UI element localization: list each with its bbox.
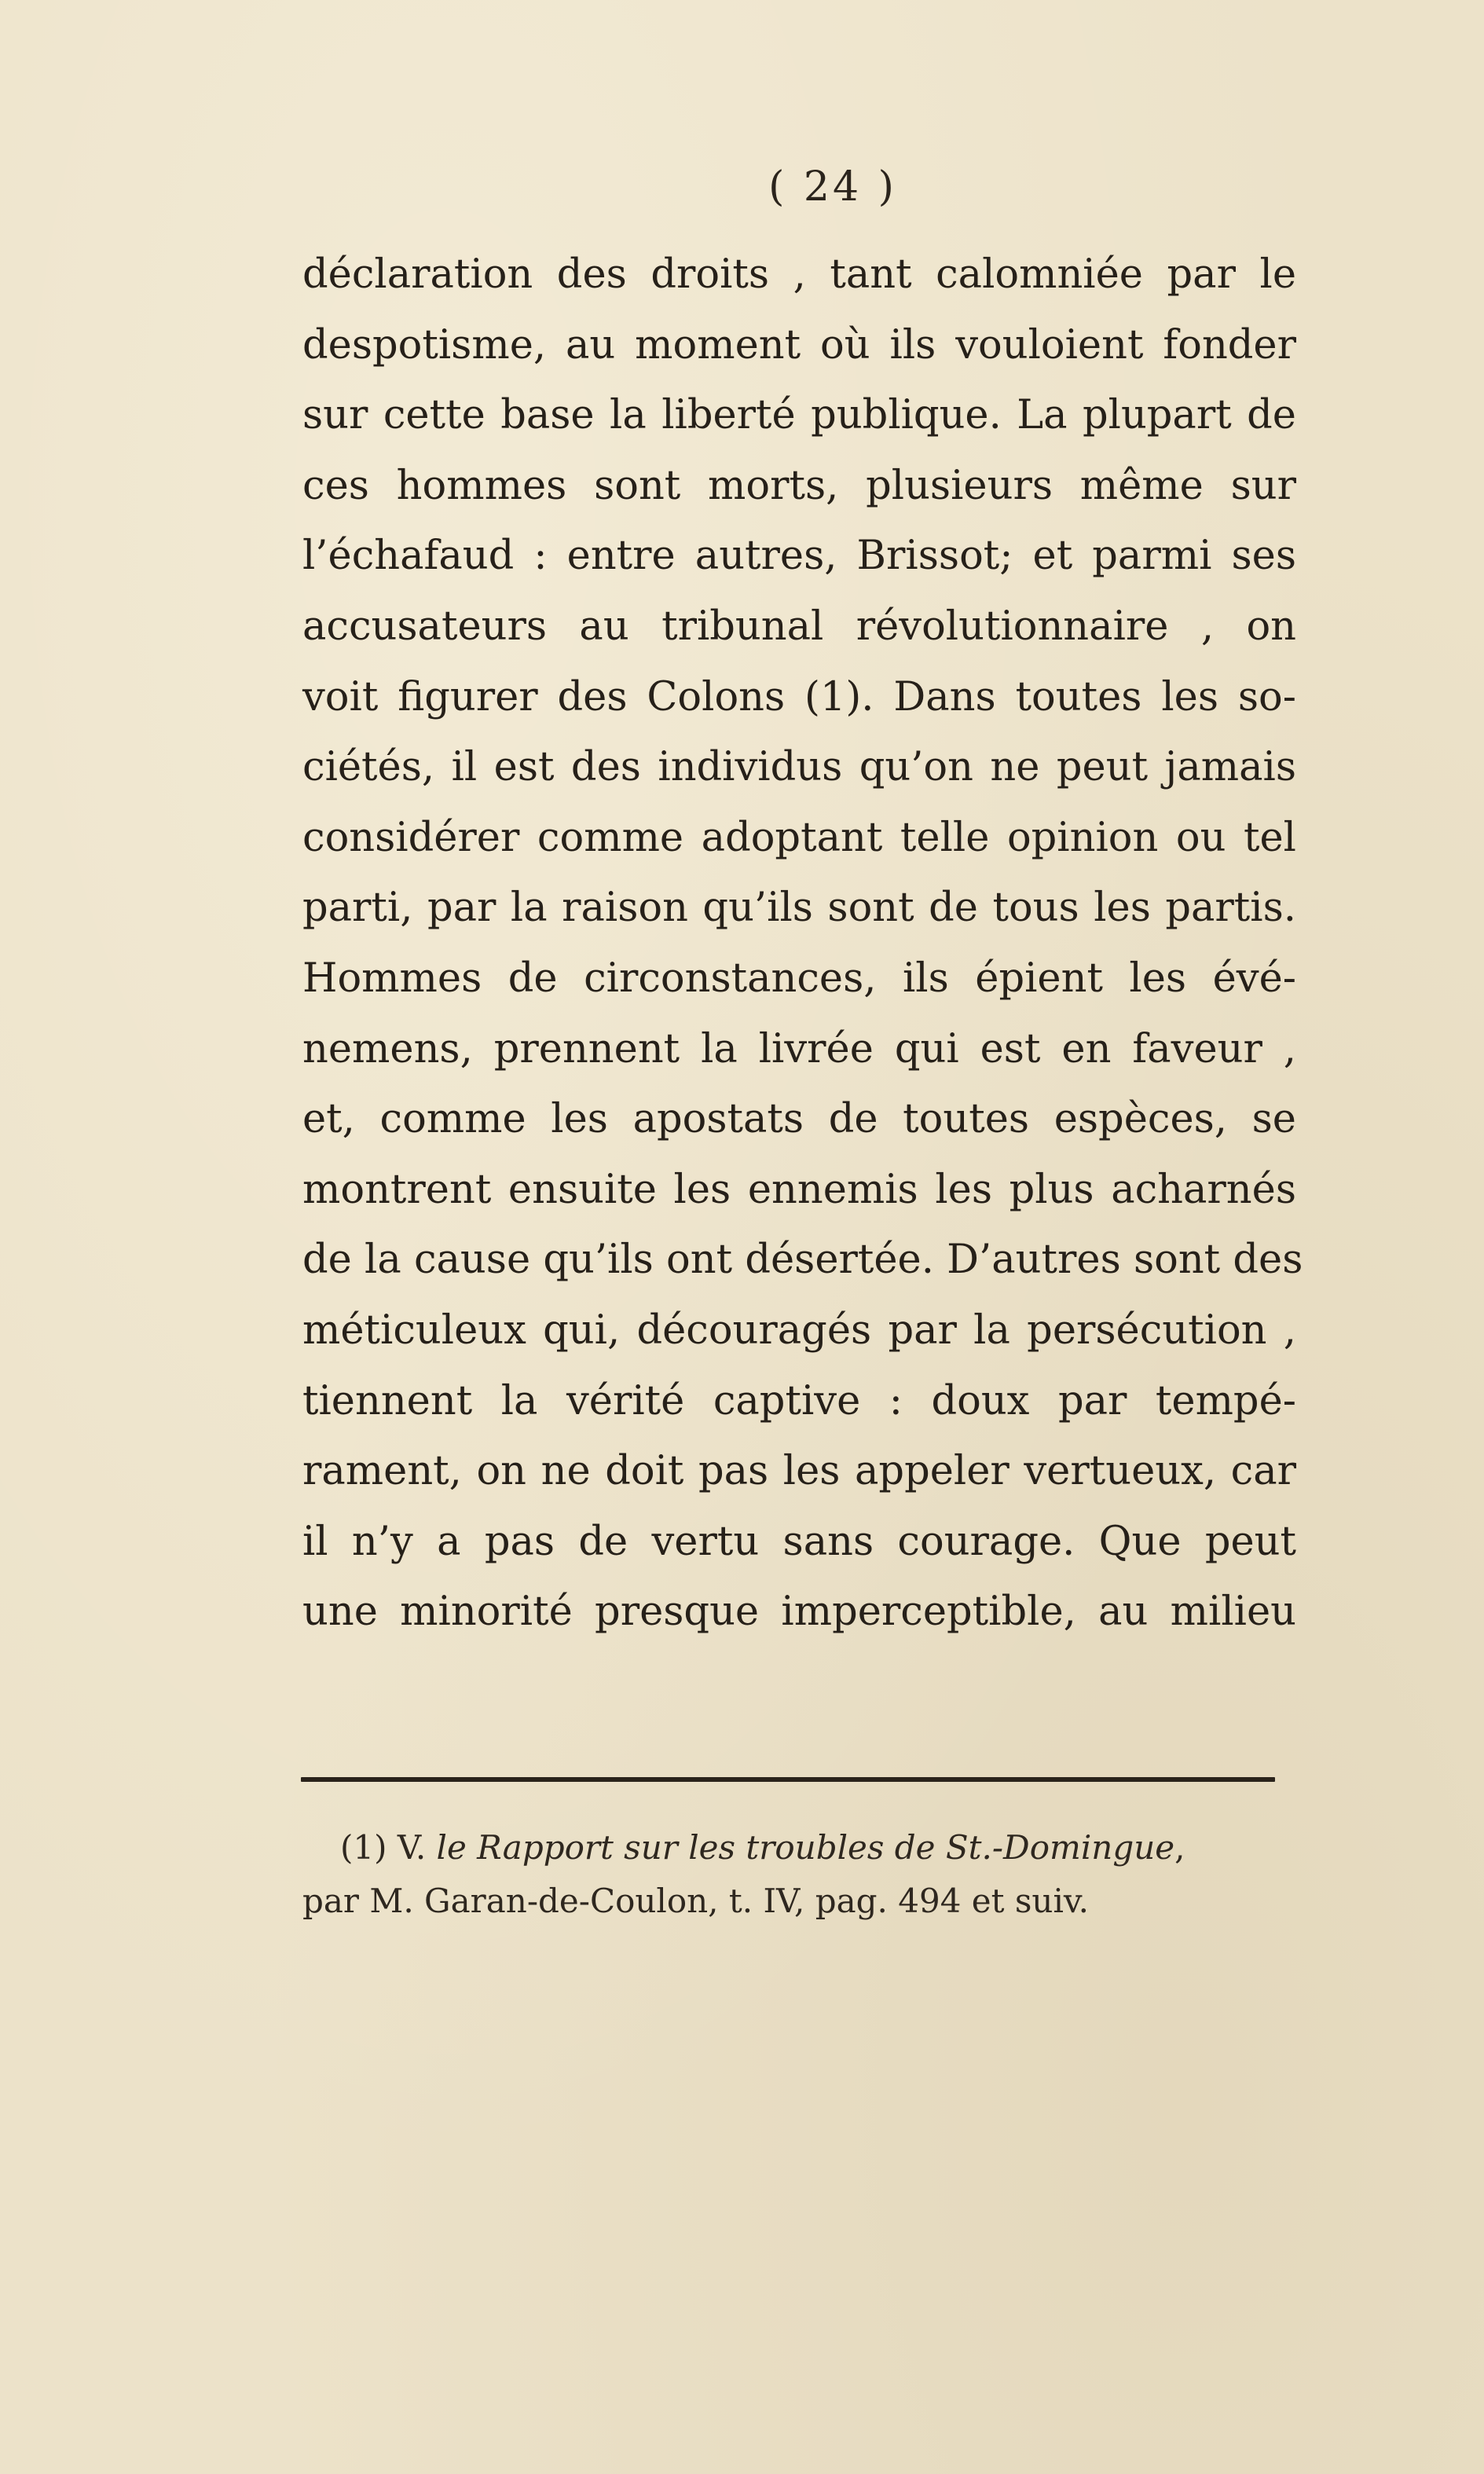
text-line: déclaration des droits , tant calomniée par le bbox=[302, 251, 1296, 298]
footnote-line-2: par M. Garan-de-Coulon, t. IV, pag. 494 et suiv. bbox=[302, 1882, 1089, 1920]
text-line: tiennent la vérité captive : doux par tempé- bbox=[302, 1377, 1296, 1424]
text-line: despotisme, au moment où ils vouloient fonder bbox=[302, 321, 1296, 368]
footnote-marker: (1) V. bbox=[340, 1828, 427, 1867]
text-line: rament, on ne doit pas les appeler vertueux, car bbox=[302, 1448, 1296, 1495]
text-line: il n’y a pas de vertu sans courage. Que peut bbox=[302, 1518, 1296, 1565]
text-line: et, comme les apostats de toutes espèces, se bbox=[302, 1096, 1296, 1143]
text-line: parti, par la raison qu’ils sont de tous les partis. bbox=[302, 885, 1296, 932]
text-line: de la cause qu’ils ont désertée. D’autres sont des bbox=[302, 1237, 1303, 1284]
body-text bbox=[302, 240, 1303, 1648]
text-line: considérer comme adoptant telle opinion ou tel bbox=[302, 814, 1296, 861]
text-line: sur cette base la liberté publique. La plupart de bbox=[302, 392, 1296, 439]
footnote-rule bbox=[301, 1777, 1275, 1782]
text-line: ciétés, il est des individus qu’on ne peut jamais bbox=[302, 744, 1296, 791]
footnote-title: le Rapport sur les troubles de St.-Domingue bbox=[436, 1828, 1175, 1867]
text-line: une minorité presque imperceptible, au milieu bbox=[302, 1589, 1296, 1636]
text-line: voit figurer des Colons (1). Dans toutes les so- bbox=[302, 673, 1296, 720]
text-line: Hommes de circonstances, ils épient les évé- bbox=[302, 955, 1296, 1002]
footnote bbox=[302, 1821, 1296, 1928]
text-line: ces hommes sont morts, plusieurs même sur bbox=[302, 462, 1296, 509]
page-number: ( 24 ) bbox=[768, 163, 897, 211]
text-line: montrent ensuite les ennemis les plus acharnés bbox=[302, 1166, 1296, 1213]
text-line: méticuleux qui, découragés par la persécution , bbox=[302, 1307, 1296, 1354]
text-line: l’échafaud : entre autres, Brissot; et parmi ses bbox=[302, 533, 1296, 580]
footnote-line1-end: , bbox=[1174, 1828, 1185, 1867]
text-line: nemens, prennent la livrée qui est en faveur , bbox=[302, 1025, 1296, 1072]
footnote-line-1 bbox=[302, 1821, 1296, 1875]
text-line: accusateurs au tribunal révolutionnaire , on bbox=[302, 603, 1296, 650]
